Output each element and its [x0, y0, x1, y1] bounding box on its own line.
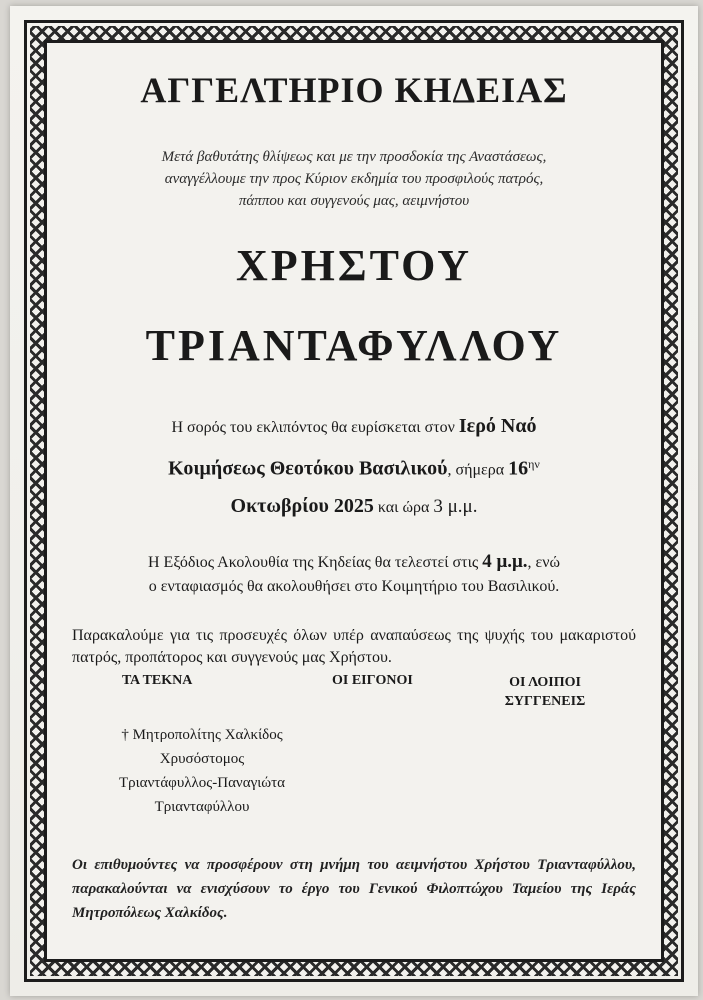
service-line-1 — [72, 550, 636, 575]
viewing-line-3 — [72, 488, 636, 526]
family-signatures — [72, 673, 636, 709]
viewing-pre: Η σορός του εκλιπόντος θα ευρίσκεται στον — [171, 419, 455, 436]
intro-line: αναγγέλλουμε την προς Κύριον εκδημία του προσφιλούς πατρός, — [164, 171, 544, 187]
viewing-day-suffix: ην — [528, 457, 540, 471]
child-name-line: † Μητροπολίτης Χαλκίδος — [121, 727, 283, 744]
funeral-notice-sheet — [10, 6, 698, 996]
child-name-line: Τριανταφύλλου — [154, 799, 250, 816]
viewing-time: 3 μ.μ. — [433, 496, 478, 518]
intro-line: Μετά βαθυτάτης θλίψεως και με την προσδοκία της Αναστάσεως, — [161, 149, 547, 165]
deceased-first-name: ΧΡΗΣΤΟΥ — [235, 241, 473, 290]
relatives-label — [470, 673, 620, 711]
service-info — [72, 550, 636, 599]
children-label: ΤΑ ΤΕΚΝΑ — [122, 673, 193, 689]
child-name-line: Τριαντάφυλλος-Παναγιώτα — [118, 775, 286, 792]
viewing-today: , σήμερα — [447, 461, 505, 479]
intro-line: πάππου και συγγενούς μας, αειμνήστου — [238, 193, 470, 209]
intro-text — [72, 146, 636, 212]
relatives-label-a: ΟΙ ΛΟΙΠΟΙ — [509, 675, 581, 691]
viewing-month-year: Οκτωβρίου 2025 — [230, 495, 374, 518]
viewing-day: 16 — [508, 457, 529, 480]
donation-text: Οι επιθυμούντες να προσφέρουν στη μνήμη του αειμνήστου Χρήστου Τριανταφύλλου, παρακαλούνται να ενισχύσουν το έργο του Γενικού Φιλοπτώχου Ταμείου της Ιεράς Μητροπόλεως Χαλκίδος. — [72, 857, 636, 922]
viewing-time-pre: και ώρα — [377, 499, 430, 517]
child-name-line: Χρυσόστομος — [159, 751, 245, 768]
children-names — [72, 723, 332, 819]
service-time: 4 μ.μ. — [482, 551, 528, 573]
relatives-label-b: ΣΥΓΓΕΝΕΙΣ — [504, 694, 586, 710]
viewing-info — [72, 408, 636, 526]
service-pre: Η Εξόδιος Ακολουθία της Κηδείας θα τελεστεί στις — [147, 554, 479, 572]
service-line-2: ο ενταφιασμός θα ακολουθήσει στο Κοιμητήριο του Βασιλικού. — [148, 578, 560, 596]
church-name-b: Κοιμήσεως Θεοτόκου Βασιλικού — [168, 457, 448, 480]
deceased-last-name: ΤΡΙΑΝΤΑΦΥΛΛΟΥ — [145, 321, 563, 370]
church-name-a: Ιερό Ναό — [458, 415, 537, 437]
notice-content — [72, 58, 636, 925]
notice-title: ΑΓΓΕΛΤΗΡΙΟ ΚΗΔΕΙΑΣ — [140, 70, 568, 110]
prayers-text: Παρακαλούμε για τις προσευχές όλων υπέρ αναπαύσεως της ψυχής του μακαριστού πατρός, προπάτορος και συγγενούς μας Χρήστου. — [72, 627, 636, 667]
viewing-line-2 — [72, 446, 636, 488]
neighbors-label: ΟΙ ΕΙΓΟΝΟΙ — [332, 673, 413, 689]
viewing-line-1 — [72, 408, 636, 446]
service-post: , ενώ — [527, 554, 561, 572]
